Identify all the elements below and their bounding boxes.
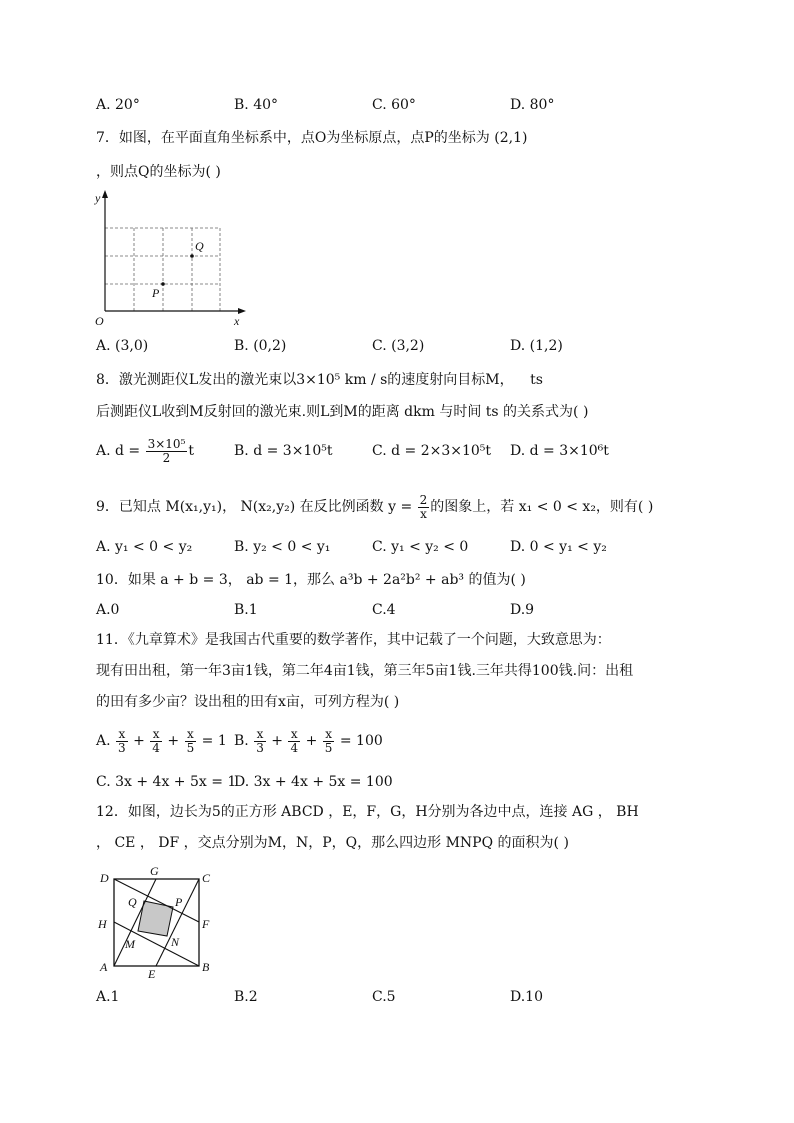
q9-frac-den: x <box>420 506 427 521</box>
q9-frac-num: 2 <box>419 492 428 507</box>
q8-option-d: D. d = 3×10⁶t <box>510 443 609 459</box>
q12-square-figure <box>92 862 222 982</box>
q10-option-a: A.0 <box>96 602 120 618</box>
q11-stem-line3: 的田有多少亩？设出租的田有x亩，可列方程为( ) <box>96 694 400 710</box>
q7-stem-line1 <box>96 128 527 148</box>
q11-option-b-frac1 <box>254 728 266 755</box>
q12-label-m: M <box>125 937 135 951</box>
q9-option-d: D. 0 < y₁ < y₂ <box>510 539 607 555</box>
q11-option-d: D. 3x + 4x + 5x = 100 <box>234 774 393 790</box>
q8-stem-line1 <box>96 370 543 390</box>
frac-den: 3 <box>256 740 264 755</box>
q12-label-d: D <box>100 871 109 885</box>
q10-stem: 10．如果 a + b = 3， ab = 1，那么 a³b + 2a²b² + ab³ 的值为( ) <box>96 572 526 588</box>
q7-stem-line2: ，则点Q的坐标为( ) <box>96 164 221 180</box>
q12-label-b: B <box>202 960 210 974</box>
q11-stem-line1: 11．《九章算术》是我国古代重要的数学著作，其中记载了一个问题，大致意思为： <box>96 632 611 648</box>
q11-option-b-frac3 <box>323 728 335 755</box>
q7-label-y: y <box>95 191 101 205</box>
q7-y-arrow <box>102 190 108 198</box>
q11-option-a-rhs: = 1 <box>201 733 227 749</box>
q10-option-b: B.1 <box>234 602 258 618</box>
q11-option-c: C. 3x + 4x + 5x = 1 <box>96 774 237 790</box>
frac-den: 3 <box>118 740 126 755</box>
q12-label-a: A <box>100 960 108 974</box>
q10-option-d: D.9 <box>510 602 535 618</box>
q12-label-g: G <box>150 864 159 878</box>
q8-option-b: B. d = 3×10⁵t <box>234 443 333 459</box>
q7-label-p: P <box>152 286 160 300</box>
q8-option-a <box>96 434 194 468</box>
q12-label-p: P <box>175 895 183 909</box>
q8-option-a-fraction <box>146 438 188 465</box>
q8-option-a-prefix: A. d = <box>96 443 141 459</box>
q8-stem-text-b: 的速度射向目标M， <box>387 372 514 388</box>
q7-option-c: C. (3,2) <box>372 338 425 354</box>
q12-label-n: N <box>171 935 180 949</box>
plus-sign: + <box>167 733 180 749</box>
q11-option-b-rhs: = 100 <box>339 733 383 749</box>
q12-label-h: H <box>98 917 107 931</box>
frac-num: x <box>288 728 300 742</box>
frac-num: x <box>116 728 128 742</box>
q7-coordinate-figure <box>90 188 260 328</box>
q7-option-d: D. (1,2) <box>510 338 563 354</box>
q12-label-e: E <box>148 967 156 981</box>
q11-option-a-frac1 <box>116 728 128 755</box>
q11-option-b-prefix: B. <box>234 733 249 749</box>
q12-label-f: F <box>202 917 210 931</box>
q8-option-c: C. d = 2×3×10⁵t <box>372 443 492 459</box>
q12-label-q: Q <box>128 895 137 909</box>
q7-label-o: O <box>95 314 104 328</box>
q10-option-c: C.4 <box>372 602 396 618</box>
frac-num: x <box>150 728 162 742</box>
q11-stem-line2: 现有田出租，第一年3亩1钱，第二年4亩1钱，第三年5亩1钱.三年共得100钱.问：出租 <box>96 663 634 679</box>
q9-option-c: C. y₁ < y₂ < 0 <box>372 539 469 555</box>
q9-stem-a: 9．已知点 M(x₁,y₁)， N(x₂,y₂) 在反比例函数 y = <box>96 499 413 515</box>
q11-option-a-frac3 <box>185 728 197 755</box>
plus-sign: + <box>133 733 145 749</box>
q8-option-a-suffix: t <box>188 443 195 459</box>
q6-option-b: B. 40° <box>234 97 279 113</box>
q12-stem-line1: 12．如图，边长为5的正方形 ABCD ，E，F，G，H分别为各边中点，连接 AG ， BH <box>96 804 639 820</box>
q9-option-b: B. y₂ < 0 < y₁ <box>234 539 331 555</box>
frac-den: 5 <box>324 740 333 755</box>
q7-option-b: B. (0,2) <box>234 338 287 354</box>
q8-stem-text-a: 8．激光测距仪L发出的激光束以 <box>96 372 297 388</box>
plus-sign: + <box>305 733 318 749</box>
q11-option-a <box>96 724 227 758</box>
q12-stem-line2: ， CE ， DF ，交点分别为M，N，P，Q，那么四边形 MNPQ 的面积为( ) <box>96 835 569 851</box>
plus-sign: + <box>271 733 284 749</box>
q8-option-a-num: 3×10⁵ <box>147 436 186 451</box>
q6-option-d: D. 80° <box>510 97 555 113</box>
q8-stem-text-c: ts <box>530 372 543 388</box>
q9-option-a: A. y₁ < 0 < y₂ <box>96 539 193 555</box>
q9-stem <box>96 490 653 524</box>
q12-label-c: C <box>202 871 211 885</box>
q9-fraction <box>418 494 430 521</box>
q12-option-a: A.1 <box>96 989 120 1005</box>
q7-coord: (2,1) <box>494 130 528 146</box>
q8-speed: 3×10⁵ km / s <box>296 372 388 388</box>
q12-option-d: D.10 <box>510 989 543 1005</box>
q9-stem-b: 的图象上，若 x₁ < 0 < x₂，则有( ) <box>430 499 654 515</box>
q8-stem-line2: 后测距仪L收到M反射回的激光束.则L到M的距离 dkm 与时间 ts 的关系式为( ) <box>96 404 589 420</box>
q11-option-a-frac2 <box>150 728 162 755</box>
q7-label-q: Q <box>195 239 204 253</box>
q6-option-a: A. 20° <box>96 97 140 113</box>
q7-point-q <box>190 254 194 258</box>
frac-num: x <box>185 728 197 742</box>
q11-option-b-frac2 <box>288 728 300 755</box>
q7-label-x: x <box>234 314 240 328</box>
q7-option-a: A. (3,0) <box>96 338 149 354</box>
frac-den: 4 <box>290 740 299 755</box>
q11-option-a-prefix: A. <box>96 733 111 749</box>
q12-option-c: C.5 <box>372 989 396 1005</box>
frac-den: 4 <box>152 740 160 755</box>
q11-option-b <box>234 724 383 758</box>
frac-num: x <box>254 728 266 742</box>
q7-point-p <box>161 282 165 286</box>
q7-stem-text: 7．如图，在平面直角坐标系中，点O为坐标原点，点P的坐标为 <box>96 130 490 146</box>
frac-num: x <box>323 728 335 742</box>
q6-option-c: C. 60° <box>372 97 416 113</box>
frac-den: 5 <box>186 740 195 755</box>
q12-option-b: B.2 <box>234 989 258 1005</box>
q8-option-a-den: 2 <box>162 450 171 465</box>
